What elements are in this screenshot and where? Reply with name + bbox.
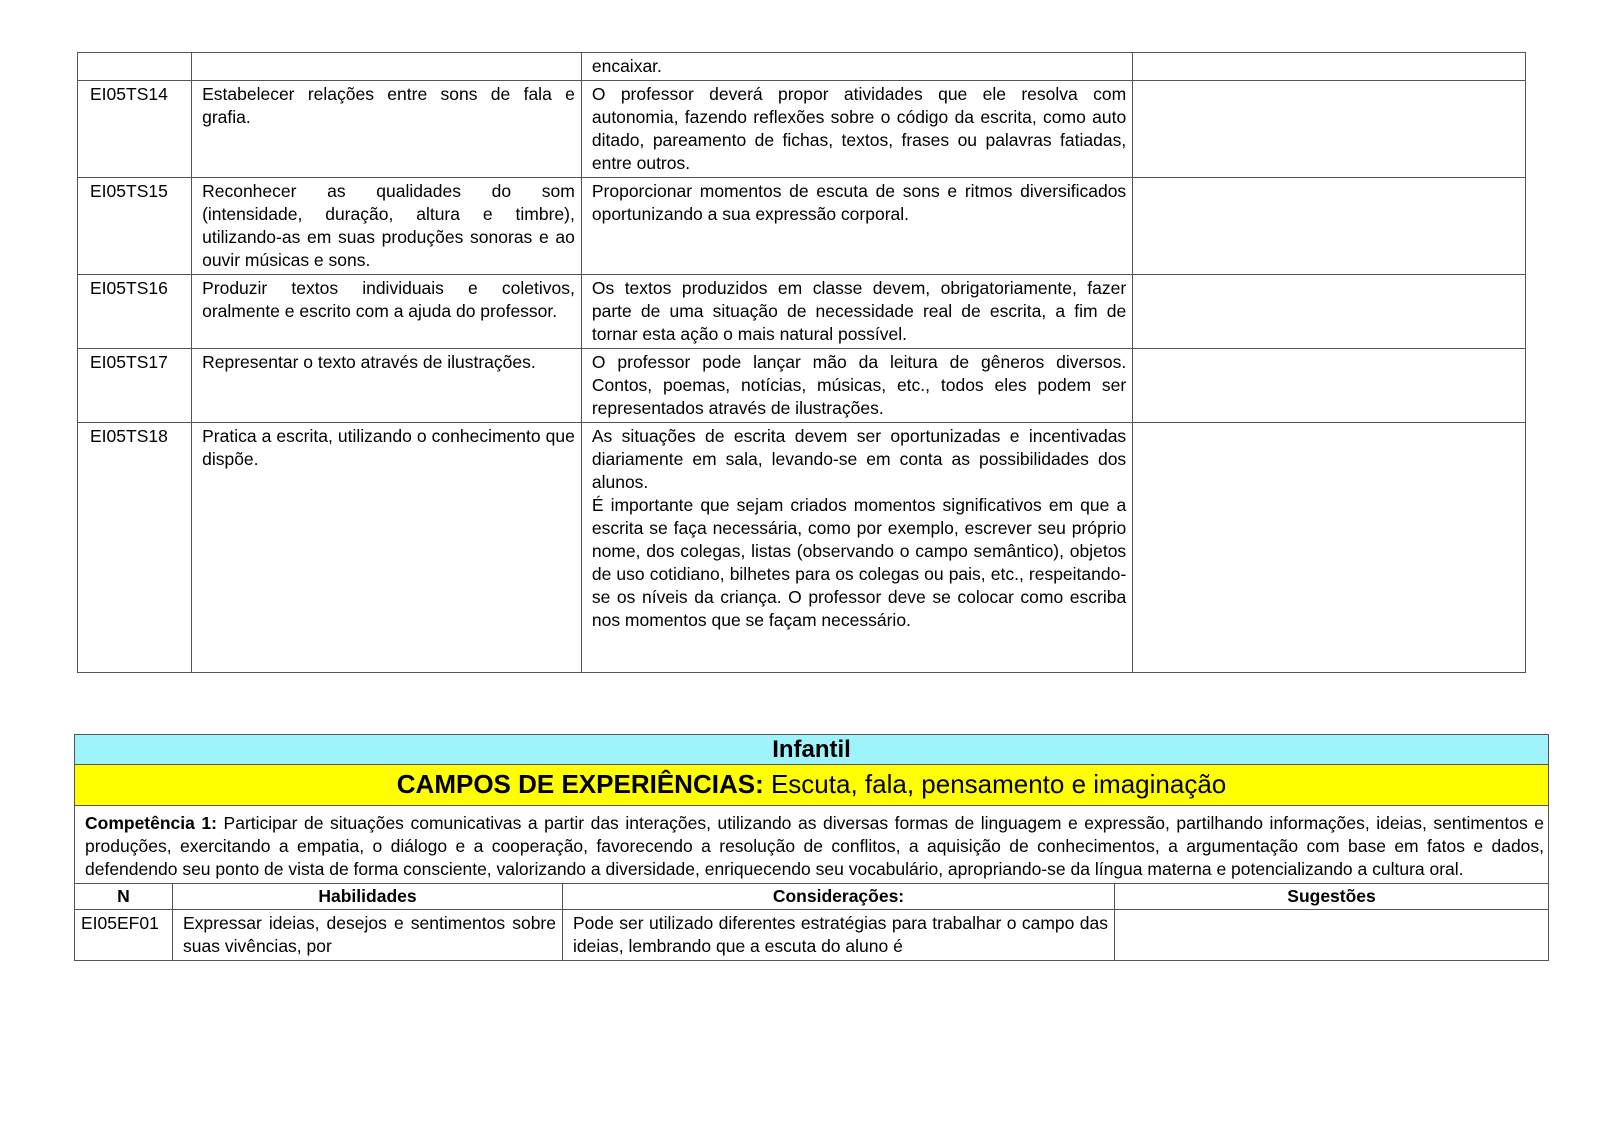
consideracoes-text: O professor deverá propor atividades que ele resolva com autonomia, fazendo reflexões sobre o código da escrita, como auto ditado, pareamento de fichas, textos, frases ou palavras fatiadas, entre outros. <box>591 84 1127 173</box>
consideracoes-cell <box>581 423 1132 673</box>
header-habilidades: Habilidades <box>173 884 563 910</box>
sugestoes-cell <box>1133 423 1526 673</box>
code-cell: EI05EF01 <box>75 910 173 961</box>
consideracoes-cell <box>581 81 1132 178</box>
competencia-row <box>75 806 1549 884</box>
consideracoes-cell <box>581 53 1132 81</box>
table-row <box>78 275 1526 349</box>
header-row <box>75 884 1549 910</box>
sugestoes-cell <box>1133 349 1526 423</box>
consideracoes-cell: Pode ser utilizado diferentes estratégias para trabalhar o campo das ideias, lembrando que a escuta do aluno é <box>563 910 1115 961</box>
consideracoes-text: O professor pode lançar mão da leitura de gêneros diversos. Contos, poemas, notícias, músicas, etc., todos eles podem ser representados através de ilustrações. <box>591 352 1127 418</box>
consideracoes-text: As situações de escrita devem ser oportunizadas e incentivadas diariamente em sala, levando-se em conta as possibilidades dos alunos. <box>591 426 1127 492</box>
infantil-title: Infantil <box>75 735 1549 765</box>
habilidade-cell <box>192 53 582 81</box>
infantil-band <box>75 735 1549 765</box>
header-n: N <box>75 884 173 910</box>
habilidade-cell: Estabelecer relações entre sons de fala e grafia. <box>192 81 582 178</box>
campos-label: CAMPOS DE EXPERIÊNCIAS: <box>396 769 764 799</box>
consideracoes-text: encaixar. <box>591 56 662 76</box>
habilidade-cell: Pratica a escrita, utilizando o conhecimento que dispõe. <box>192 423 582 673</box>
table-row <box>78 178 1526 275</box>
campos-title <box>75 765 1549 806</box>
table-row <box>78 53 1526 81</box>
habilidade-cell: Expressar ideias, desejos e sentimentos sobre suas vivências, por <box>173 910 563 961</box>
code-cell: EI05TS16 <box>78 275 192 349</box>
campos-value: Escuta, fala, pensamento e imaginação <box>770 769 1227 799</box>
code-cell: EI05TS17 <box>78 349 192 423</box>
header-consideracoes: Considerações: <box>563 884 1115 910</box>
habilidade-cell: Produzir textos individuais e coletivos, oralmente e escrito com a ajuda do professor. <box>192 275 582 349</box>
consideracoes-text: É importante que sejam criados momentos significativos em que a escrita se faça necessária, como por exemplo, escrever seu próprio nome, dos colegas, listas (observando o campo semântico), objetos de uso cotidiano, bilhetes para os colegas ou pais, etc., respeitando-se os níveis da criança. O professor deve se colocar como escriba nos momentos que se façam necessário. <box>591 495 1127 630</box>
sugestoes-cell <box>1133 53 1526 81</box>
competencia-cell <box>75 806 1549 884</box>
code-cell: EI05TS14 <box>78 81 192 178</box>
competencia-label: Competência 1: <box>85 813 217 833</box>
code-cell: EI05TS15 <box>78 178 192 275</box>
consideracoes-cell <box>581 178 1132 275</box>
sugestoes-cell <box>1133 178 1526 275</box>
consideracoes-text: Os textos produzidos em classe devem, obrigatoriamente, fazer parte de uma situação de necessidade real de escrita, a fim de tornar esta ação o mais natural possível. <box>591 278 1127 344</box>
table-row <box>78 349 1526 423</box>
skills-table-continued <box>77 52 1526 673</box>
consideracoes-text: Proporcionar momentos de escuta de sons e ritmos diversificados oportunizando a sua expressão corporal. <box>591 181 1127 224</box>
code-cell <box>78 53 192 81</box>
campos-band <box>75 765 1549 806</box>
sugestoes-cell <box>1115 910 1549 961</box>
habilidade-cell: Representar o texto através de ilustrações. <box>192 349 582 423</box>
sugestoes-cell <box>1133 81 1526 178</box>
header-sugestoes: Sugestões <box>1115 884 1549 910</box>
table-row <box>78 81 1526 178</box>
code-cell: EI05TS18 <box>78 423 192 673</box>
campos-experiencias-table <box>74 734 1549 961</box>
habilidade-cell: Reconhecer as qualidades do som (intensidade, duração, altura e timbre), utilizando-as em suas produções sonoras e ao ouvir músicas e sons. <box>192 178 582 275</box>
competencia-text: Participar de situações comunicativas a partir das interações, utilizando as diversas formas de linguagem e expressão, partilhando informações, ideias, sentimentos e produções, exercitando a empatia, o diálogo e a cooperação, favorecendo a resolução de conflitos, a aquisição de conhecimentos, a argumentação com base em fatos e dados, defendendo seu ponto de vista de forma consciente, valorizando a diversidade, enriquecendo seu vocabulário, apropriando-se da língua materna e potencializando a cultura oral. <box>85 813 1545 879</box>
sugestoes-cell <box>1133 275 1526 349</box>
consideracoes-cell <box>581 275 1132 349</box>
table-row <box>78 423 1526 673</box>
table-row <box>75 910 1549 961</box>
consideracoes-cell <box>581 349 1132 423</box>
